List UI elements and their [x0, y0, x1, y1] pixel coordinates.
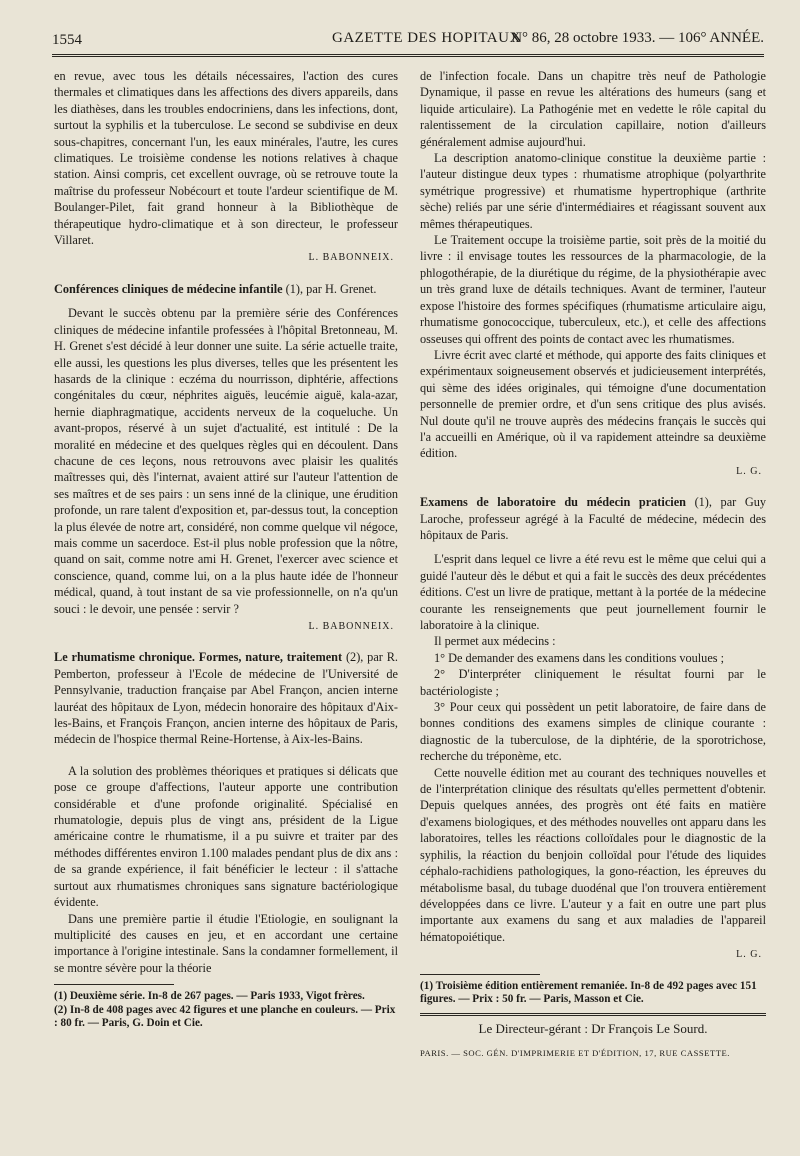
footnote: (1) Deuxième série. In-8 de 267 pages. — Paris 1933, Vigot frères.	[54, 990, 365, 1003]
article-heading	[420, 494, 766, 543]
left-column	[54, 68, 398, 1031]
article-title: Examens de laboratoire du médecin praticien	[420, 495, 686, 510]
footnote: (2) In-8 de 408 pages avec 42 figures et une planche en couleurs. — Prix : 80 fr. — Paris, G. Doin et Cie.	[54, 1003, 396, 1030]
list-item: 1° De demander des examens dans les conditions voulues ;	[434, 650, 725, 665]
article-byline: (2), par R. Pemberton, professeur à l'Ecole de médecine de l'Université de Pennsylvanie, traduction française par Abel Françon, ancien interne lauréat des hôpitaux de Lyon, médecin honoraire des hôpitaux d'Aix-les-Bains, et François Françon, ancien interne des hôpitaux de Paris, médecin de l'hospice thermal Reine-Hortense, à Aix-les-Bains.	[54, 650, 398, 747]
article-byline: (1), par Guy Laroche, professeur agrégé à la Faculté de médecine, médecin des hôpitaux de Paris.	[420, 495, 766, 542]
printer-imprint: PARIS. — SOC. GÉN. D'IMPRIMERIE ET D'ÉDITION, 17, RUE CASSETTE.	[420, 1048, 730, 1059]
article-heading	[54, 649, 398, 747]
list-item: 3° Pour ceux qui possèdent un petit laboratoire, de faire dans de bonnes conditions des examens simples de clinique courante : diagnostic de la tuberculose, de la diphtérie, de la sporotrichose, recherche du tréponème, etc.	[420, 700, 766, 764]
paragraph: La description anatomo-clinique constitue la deuxième partie : l'auteur distingue deux types : rhumatisme atrophique (polyarthrite symétrique progressive) et rhumatisme hypertrophique (arthrite sèche) reliés par une série d'intermédiaires et réagissant souvent aux mêmes thérapeutiques.	[420, 151, 766, 231]
paragraph: A la solution des problèmes théoriques et pratiques si délicats que pose ce groupe d'affections, l'auteur apporte une contribution considérable et d'une profonde originalité. Spécialisé en rhumatologie, depuis plus de vingt ans, président de la Ligue américaine contre le rhumatisme, il a pu suivre et traiter par des méthodes différentes environ 1.100 malades pendant plus de dix ans : de sa grande expérience, il fait bénéficier le lecteur : il s'attache surtout aux rhumatismes chroniques sans signature bactériologique évidente.	[54, 763, 398, 910]
footnote-rule	[420, 974, 540, 975]
signature: L. G.	[736, 949, 762, 961]
signature: L. BABONNEIX.	[308, 621, 394, 632]
article-heading	[54, 281, 398, 297]
paragraph: Cette nouvelle édition met au courant des techniques nouvelles et de l'interprétation clinique des résultats qu'elles permettent d'obtenir. Depuis quelques années, des progrès ont été faits en matière d'examens biologiques, et des méthodes nouvelles ont apparu dans les laboratoires, telles les réactions colloïdales pour le diagnostic de la syphilis, la réaction du benjoin colloïdal pour l'étude des liquides céphalo-rachidiens pathologiques, la gono-réaction, les épreuves du métabolisme basal, du tubage duodénal que l'on trouvera entièrement développées dans ce livre. L'auteur y a fait en outre une part plus importante aux examens du sang et aux maladies de l'appareil hématopoiétique.	[420, 765, 766, 944]
paragraph: Dans une première partie il étudie l'Etiologie, en soulignant la multiplicité des causes en jeu, et en accordant une certaine importance à l'origine intestinale. Sans la condamner formellement, il se montre sévère pour la théorie	[54, 911, 398, 975]
intro-paragraph: en revue, avec tous les détails nécessaires, l'action des cures thermales et climatiques dans les affections des divers appareils, dans les diathèses, dans les troubles endocriniens, dans les infections, dont, surtout la syphilis et la tuberculose. Le second se subdivise en deux sous-chapitres, concernant l'un, les eaux minérales, l'autre, les cures climatiques. Le troisième condense les notions relatives à chaque station. Ainsi compris, cet excellent ouvrage, où se retrouve toute la maîtrise du professeur Nobécourt et toute l'ardeur scientifique de M. Boulanger-Pilet, fait grand honneur à la Bibliothèque de thérapeutique hydro-climatique et à son directeur, le professeur Villaret.	[54, 69, 398, 248]
page-header	[52, 24, 764, 57]
issue-info: N° 86, 28 octobre 1933. — 106° ANNÉE.	[511, 30, 764, 46]
article-title: Conférences cliniques de médecine infantile	[54, 281, 283, 296]
list-item: 2° D'interpréter cliniquement le résultat fourni par le bactériologiste ;	[420, 667, 766, 698]
page-number: 1554	[52, 32, 82, 48]
paragraph: Devant le succès obtenu par la première série des Conférences cliniques de médecine infantile professées à l'hôpital Bretonneau, M. H. Grenet s'est décidé à leur donner une suite. La série actuelle traite, elle aussi, les questions les plus diverses, telles que les présentent les hasards de la clinique : eczéma du nourrisson, diphtérie, affections congénitales du cœur, néphrites aiguës, leucémie aiguë, kala-azar, hernie diaphragmatique, accidents nerveux de la coqueluche. Un avant-propos, réservé à un sujet d'actualité, est intitulé : De la moralité en médecine et des quelques règles qui en découlent. Dans chacune de ces leçons, nous retrouvons avec plaisir les qualités maîtresses qui, dès l'internat, avaient attiré sur l'auteur l'attention de ses maîtres et de ses pairs : un sens inné de la clinique, une érudition profonde, un rare talent d'exposition et, par-dessus tout, la conception la plus élevée de notre art, considéré, non comme quelque vil négoce, mais comme un sacerdoce. Est-il plus noble profession que la nôtre, quand on sait, comme notre ami H. Grenet, l'exercer avec science et conscience, quand, comme lui, on a la plus haute idée de l'honneur médical, quand, à tout instant de sa vie professionnelle, on n'a qu'un souci : le devoir, une pensée : servir ?	[54, 306, 398, 616]
signature: L. G.	[736, 465, 762, 477]
footnote-rule	[54, 984, 174, 985]
paragraph: Livre écrit avec clarté et méthode, qui apporte des faits cliniques et expérimentaux soigneusement observés et judicieusement interprétés, qui sème des idées originales, qui témoigne d'une documentation personnelle de premier ordre, et d'un sens critique des plus avisés. Nul doute qu'il ne trouve auprès des médecins français le succès qui l'a accueilli en Amérique, où il va rapidement atteindre sa deuxième édition.	[420, 347, 766, 461]
footnote: (1) Troisième édition entièrement remaniée. In-8 de 492 pages avec 151 figures. — Prix : 50 fr. — Paris, Masson et Cie.	[420, 979, 757, 1006]
journal-title: GAZETTE DES HOPITAUX	[332, 30, 521, 46]
signature: L. BABONNEIX.	[308, 252, 394, 264]
paragraph: Il permet aux médecins :	[434, 634, 556, 649]
paragraph: de l'infection focale. Dans un chapitre très neuf de Pathologie Dynamique, il passe en revue les altérations des humeurs (sang et liquide articulaire). La Pathogénie met en vedette le rôle capital du ralentissement de la circulation capillaire, notion d'ailleurs généralement admise aujourd'hui.	[420, 69, 766, 149]
director-line: Le Directeur-gérant : Dr François Le Sourd.	[420, 1013, 766, 1042]
article-byline: (1), par H. Grenet.	[282, 281, 377, 296]
right-column	[420, 68, 766, 1062]
paragraph: L'esprit dans lequel ce livre a été revu est le même que celui qui a guidé l'auteur dès le début et qui a fait le succès des deux précédentes éditions. C'est un livre de pratique, mettant à la portée de la médecine courante les renseignements que peut journellement fournir le laboratoire à la clinique.	[420, 552, 766, 632]
article-title: Le rhumatisme chronique. Formes, nature, traitement	[54, 650, 343, 665]
paragraph: Le Traitement occupe la troisième partie, soit près de la moitié du livre : il envisage toutes les ressources de la pharmacologie, de la phlogothérapie, de la diurétique du régime, de la physiothérapie avec un très grand luxe de détails techniques. Avant de terminer, l'auteur expose l'histoire des formes spécifiques (rhumatisme articulaire aigu, rhumatisme gonococcique, tuberculeux, etc.), et celle des affections osseuses qui offrent des points de contact avec les rhumatismes.	[420, 233, 766, 346]
